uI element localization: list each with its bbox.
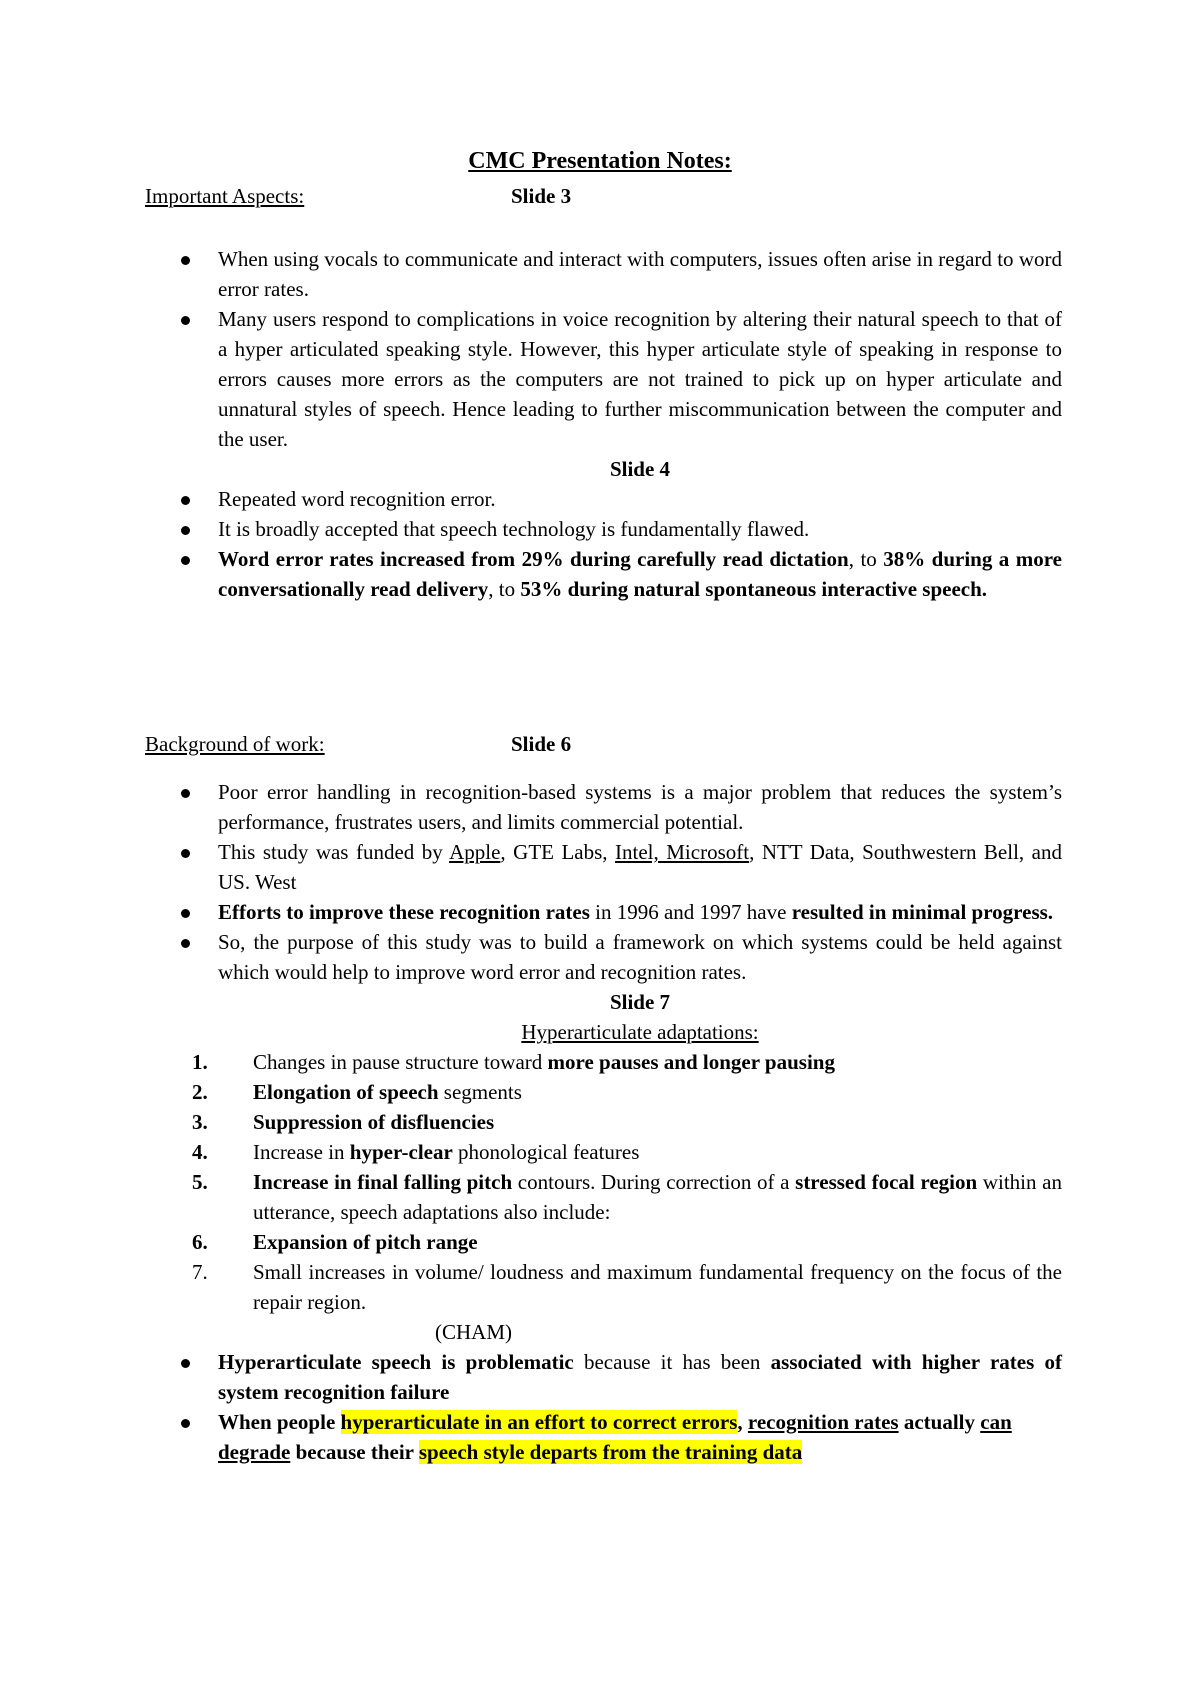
numbered-item (145, 1137, 1062, 1167)
item-number: 5. (192, 1170, 208, 1194)
text-bold: , (737, 1410, 748, 1434)
text: , GTE Labs, (500, 840, 616, 864)
bullet-icon (181, 789, 190, 798)
slide-label: Slide 6 (511, 732, 572, 756)
bullet-icon (181, 1419, 190, 1428)
numbered-item (145, 1257, 1062, 1317)
text: in 1996 and 1997 have (589, 900, 792, 924)
item-number: 6. (192, 1230, 208, 1254)
list-item (145, 1347, 1062, 1407)
numbered-item (145, 1167, 1062, 1227)
list-item-text: It is broadly accepted that speech technology is fundamentally flawed. (218, 517, 810, 541)
citation: (CHAM) (435, 1320, 512, 1344)
bullet-icon (181, 496, 190, 505)
list-item (145, 514, 1062, 544)
section-label: Important Aspects: (145, 184, 305, 208)
section-label: Background of work: (145, 732, 325, 756)
bullet-icon (181, 316, 190, 325)
text-underlined: recognition rates (747, 1410, 899, 1434)
numbered-item (145, 1047, 1062, 1077)
text: Small increases in volume/ loudness and maximum fundamental frequency on the focus of the repair region. (253, 1260, 1062, 1314)
text-bold: Elongation of speech (253, 1080, 439, 1104)
text-bold: Hyperarticulate speech is problematic (218, 1350, 574, 1374)
text: Changes in pause structure toward (253, 1050, 548, 1074)
text-underlined: Intel, Microsoft (615, 840, 750, 864)
text-bold: because their (290, 1440, 419, 1464)
bullet-icon (181, 909, 190, 918)
list-item (145, 777, 1062, 837)
text-bold: 53% during natural spontaneous interactive speech. (520, 577, 988, 601)
text-bold: Word error rates increased from 29% during carefully read dictation (218, 547, 849, 571)
page-title: CMC Presentation Notes: (468, 148, 732, 174)
bullet-icon (181, 939, 190, 948)
bullet-icon (181, 556, 190, 565)
list-item-text: Repeated word recognition error. (218, 487, 496, 511)
text: contours. During correction of a (512, 1170, 796, 1194)
list-item (145, 1407, 1062, 1467)
text-bold: Increase in final falling pitch (253, 1170, 513, 1194)
item-number: 1. (192, 1050, 208, 1074)
list-item (145, 544, 1062, 604)
text: This study was funded by (218, 840, 450, 864)
slide-label: Slide 4 (609, 457, 671, 481)
text-bold: more pauses and longer pausing (547, 1050, 835, 1074)
text-bold: When people (218, 1410, 341, 1434)
slide-label: Slide 3 (511, 184, 572, 208)
list-item (145, 837, 1062, 897)
list-item (145, 304, 1062, 454)
text-bold: resulted in minimal progress. (791, 900, 1054, 924)
text: segments (438, 1080, 522, 1104)
text-bold: actually (898, 1410, 981, 1434)
text-bold: associated with higher rates of system recognition failure (218, 1350, 1062, 1404)
text-bold: 38% during a more conversationally read delivery (218, 547, 1062, 601)
text-underlined: can degrade (218, 1410, 1012, 1464)
item-number: 2. (192, 1080, 208, 1104)
text-bold: hyper-clear (349, 1140, 453, 1164)
bullet-icon (181, 526, 190, 535)
text: Increase in (253, 1140, 350, 1164)
bullet-icon (181, 1359, 190, 1368)
section-important-aspects (145, 244, 1062, 604)
list-item-text: So, the purpose of this study was to build a framework on which systems could be held against which would help to improve word error and recognition rates. (218, 930, 1062, 984)
item-number: 7. (192, 1260, 208, 1284)
list-item (145, 484, 1062, 514)
bullet-icon (181, 849, 190, 858)
slide-label: Slide 7 (609, 990, 671, 1014)
list-item-text: Poor error handling in recognition-based systems is a major problem that reduces the system’s performance, frustrates users, and limits commercial potential. (218, 780, 1062, 834)
text: , to (848, 547, 884, 571)
bullet-icon (181, 256, 190, 265)
text: because it has been (573, 1350, 771, 1374)
list-item (145, 927, 1062, 987)
list-item (145, 897, 1062, 927)
text-bold: Expansion of pitch range (253, 1230, 478, 1254)
item-number: 3. (192, 1110, 208, 1134)
numbered-item (145, 1227, 1062, 1257)
text: , NTT Data, Southwestern Bell, and US. West (218, 840, 1062, 894)
subheading: Hyperarticulate adaptations: (521, 1020, 759, 1044)
list-item-text: When using vocals to communicate and interact with computers, issues often arise in regard to word error rates. (218, 247, 1062, 301)
text-bold: stressed focal region (795, 1170, 978, 1194)
numbered-item (145, 1107, 1062, 1137)
text: , to (488, 577, 521, 601)
text-underlined: Apple (449, 840, 501, 864)
text-highlighted: speech style departs from the training data (418, 1440, 803, 1464)
list-item (145, 244, 1062, 304)
section-background-of-work (145, 777, 1062, 1467)
list-item-text: Many users respond to complications in voice recognition by altering their natural speech to that of a hyper articulated speaking style. However, this hyper articulate style of speaking in response to errors causes more errors as the computers are not trained to pick up on hyper articulate and unnatural styles of speech. Hence leading to further miscommunication between the computer and the user. (218, 307, 1062, 451)
text-highlighted: hyperarticulate in an effort to correct errors (340, 1410, 738, 1434)
text-bold: Efforts to improve these recognition rates (218, 900, 590, 924)
text-bold: Suppression of disfluencies (253, 1110, 495, 1134)
text: phonological features (452, 1140, 640, 1164)
numbered-item (145, 1077, 1062, 1107)
item-number: 4. (192, 1140, 208, 1164)
text: within an utterance, speech adaptations also include: (253, 1170, 1062, 1224)
